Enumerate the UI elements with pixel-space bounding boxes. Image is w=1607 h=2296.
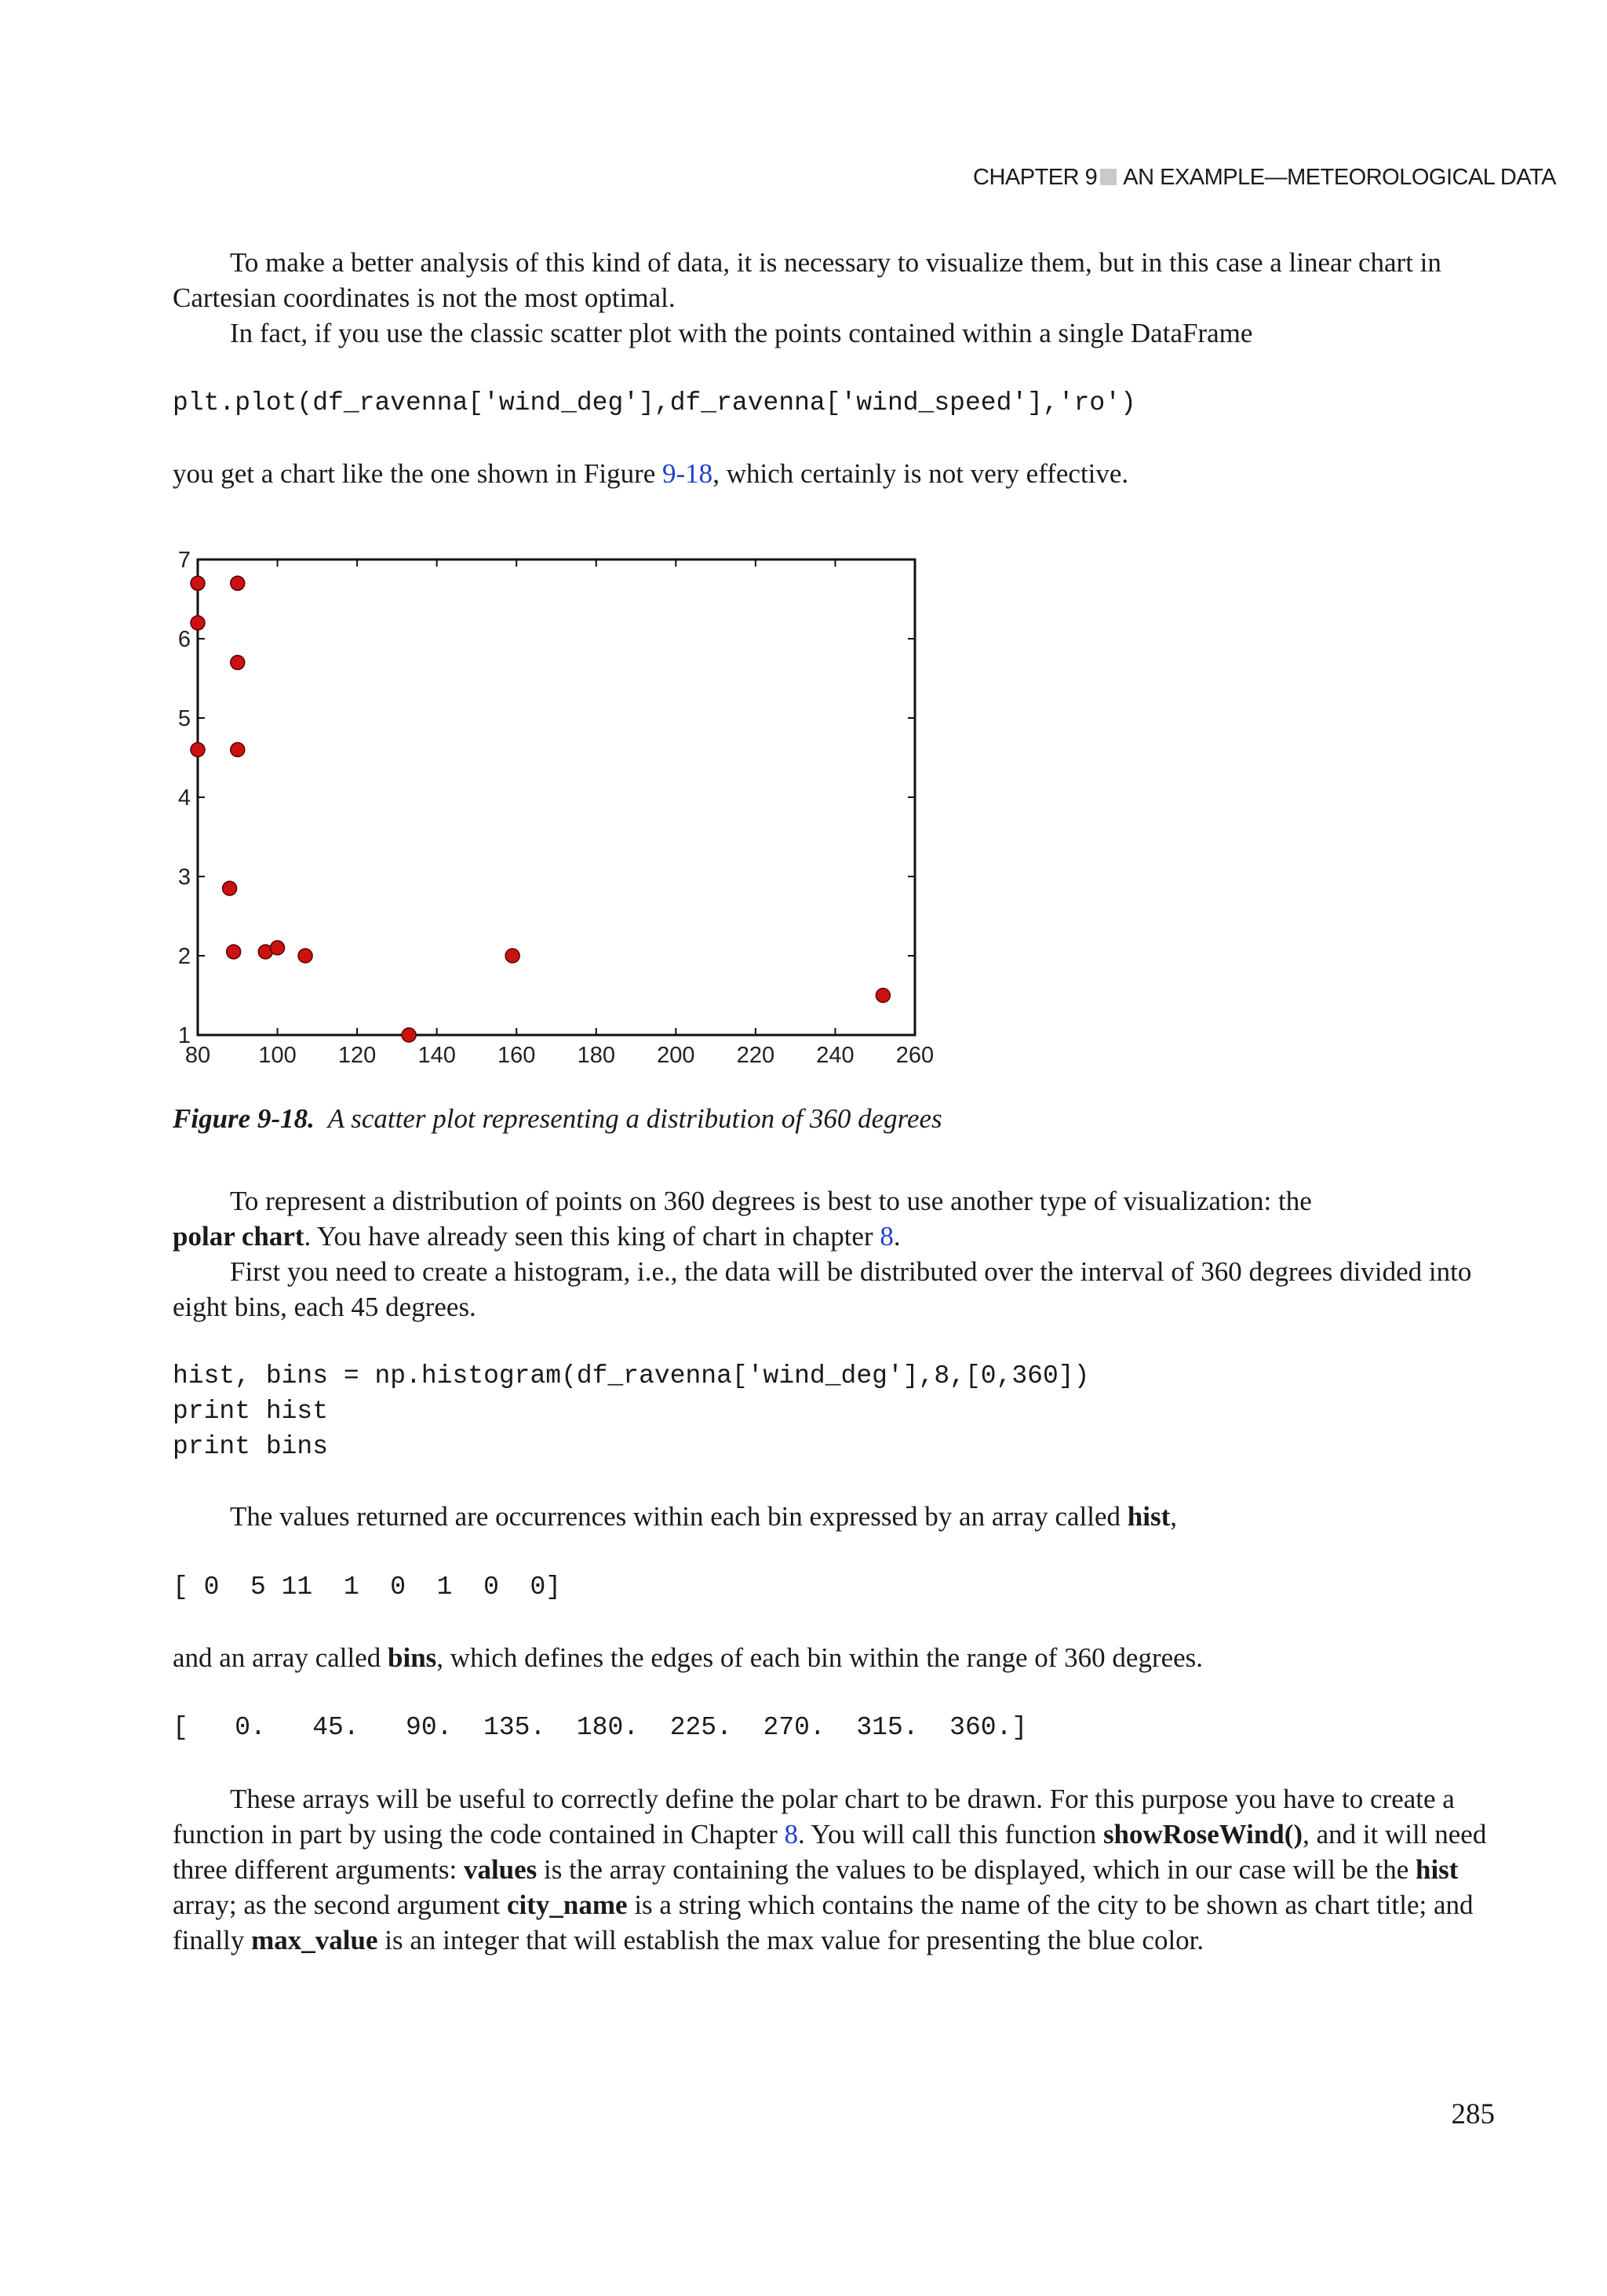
header-chapter: CHAPTER 9 [973,165,1098,190]
x-tick-label-4: 160 [497,1043,536,1068]
data-point-2 [191,616,205,630]
y-tick-label-4: 5 [177,706,191,731]
data-point-11 [402,1028,416,1042]
paragraph-intro-line1: To make a better analysis of this kind of data, it is necessary to visualize them, but in this case a linear chart in Cartesian coordinates is not the most optimal. [173,247,1441,313]
code-histogram: hist, bins = np.histogram(df_ravenna['wind_deg'],8,[0,360]) print hist print bins [173,1361,1090,1461]
para2-after: , which certainly is not very effective. [712,458,1129,489]
arg-values: values [463,1854,537,1885]
x-tick-label-2: 120 [337,1043,377,1068]
paragraph-showrosewind [173,1781,1495,1958]
x-tick-label-7: 220 [736,1043,775,1068]
para4-before: The values returned are occurrences within each bin expressed by an array called [230,1501,1128,1532]
para3-text-c: . You have already seen this king of chart in chapter [304,1221,880,1252]
page-number: 285 [1451,2098,1495,2130]
figure-9-18-link[interactable]: 9-18 [662,458,713,489]
x-tick-label-9: 260 [895,1043,935,1068]
arg-hist: hist [1415,1854,1459,1885]
plot-frame [198,559,915,1035]
data-point-5 [231,742,245,756]
x-tick-label-0: 80 [184,1043,211,1068]
para5-after: , which defines the edges of each bin within the range of 360 degrees. [436,1642,1204,1673]
code-plot-call: plt.plot(df_ravenna['wind_deg'],df_ravenna['wind_speed'],'ro') [173,388,1136,417]
para6-t7: is an integer that will establish the max value for presenting the blue color. [377,1925,1204,1955]
para5-bold-bins: bins [388,1642,437,1673]
caption-text: A scatter plot representing a distribution of 360 degrees [327,1103,942,1134]
para5-before: and an array called [173,1642,388,1673]
polar-chart-term: polar chart [173,1221,304,1252]
y-tick-label-3: 4 [177,785,191,811]
func-name-showrosewind: showRoseWind() [1102,1819,1303,1850]
y-tick-label-1: 2 [177,944,191,969]
data-point-13 [876,989,890,1003]
para6-t2: . You will call this function [798,1819,1103,1850]
paragraph-figure-ref [173,456,1495,491]
scatter-chart [169,541,938,1083]
x-tick-label-6: 200 [657,1043,695,1068]
para4-after: , [1170,1501,1177,1532]
y-tick-label-5: 6 [177,627,191,652]
para6-t5: array; as the second argument [173,1890,507,1920]
para6-t4: is the array containing the values to be displayed, which in our case will be the [537,1854,1416,1885]
header-separator-square [1100,169,1117,185]
y-tick-label-0: 1 [177,1023,191,1048]
para3-text-a: To represent a distribution of points on 360 degrees is best to use another type of visualization: the [230,1186,1312,1216]
paragraph-hist-values [173,1499,1495,1534]
data-point-6 [223,881,237,895]
para6-t6: is a string which contains the name of the city to be shown as chart title; and finally [173,1890,1474,1955]
data-point-3 [231,655,245,669]
para3-text-d: . [893,1221,901,1252]
x-tick-label-8: 240 [816,1043,855,1068]
arg-max-value: max_value [251,1925,378,1955]
paragraph-intro-line2: In fact, if you use the classic scatter plot with the points contained within a single DataFrame [230,318,1253,348]
header-title: AN EXAMPLE—METEOROLOGICAL DATA [1123,165,1556,190]
para4-bold-hist: hist [1127,1501,1171,1532]
y-tick-label-6: 7 [177,548,191,573]
x-tick-label-3: 140 [417,1043,456,1068]
y-tick-label-2: 3 [177,865,191,890]
code-bins-output: [ 0. 45. 90. 135. 180. 225. 270. 315. 360.] [173,1713,1028,1742]
data-point-4 [191,742,205,756]
data-point-7 [227,945,241,959]
arg-city-name: city_name [507,1890,628,1920]
code-hist-output: [ 0 5 11 1 0 1 0 0] [173,1573,562,1602]
running-header [973,165,1556,191]
para6-t3: , and it will need three different arguments: [173,1819,1487,1885]
para6-t1: These arrays will be useful to correctly define the polar chart to be drawn. For this purpose you have to create a function in part by using the code contained in Chapter [173,1784,1455,1850]
paragraph-bins [173,1640,1495,1675]
para3-histogram-text: First you need to create a histogram, i.e., the data will be distributed over the interval of 360 degrees divided into eight bins, each 45 degrees. [173,1256,1472,1322]
paragraph-intro [173,245,1495,351]
x-tick-label-5: 180 [577,1043,615,1068]
chapter-8-link-2[interactable]: 8 [784,1819,799,1850]
data-point-10 [298,949,312,963]
x-tick-label-1: 100 [258,1043,297,1068]
figure-caption [173,1103,942,1135]
paragraph-polar [173,1183,1495,1325]
data-point-1 [231,576,245,590]
data-point-0 [191,576,205,590]
caption-label: Figure 9-18. [173,1103,315,1134]
chapter-8-link[interactable]: 8 [880,1221,894,1252]
data-point-9 [271,941,285,955]
data-point-12 [505,949,519,963]
para2-before: you get a chart like the one shown in Figure [173,458,663,489]
